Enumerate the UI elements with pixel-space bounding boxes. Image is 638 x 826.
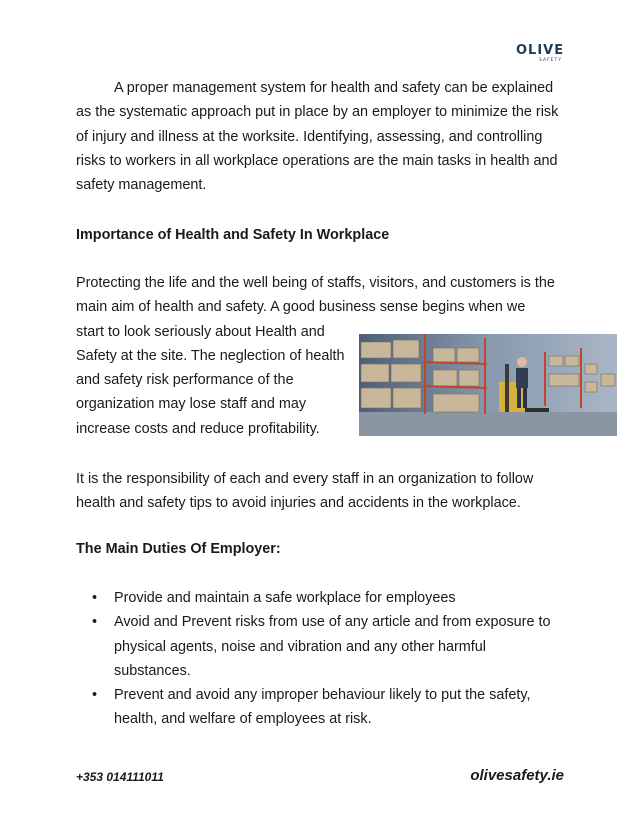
duties-list [76,586,566,732]
list-item-text: Provide and maintain a safe workplace for employees [114,590,456,606]
olive-safety-logo [516,44,568,66]
intro-paragraph: A proper management system for health and safety can be explained as the systematic approach put in place by an employer to minimize the risk of injury and illness at the worksite. Identifying, assessing, and controlling risks to workers in all workplace operations are the main tasks in health and safety management. [76,80,559,194]
footer-website[interactable]: olivesafety.ie [470,767,564,784]
bullet: • [92,614,98,631]
list-item [76,683,566,732]
warehouse-worker-photo [359,334,617,436]
heading-importance: Importance of Health and Safety In Workplace [76,227,390,243]
bullet: • [92,590,98,606]
bullet: • [92,687,98,704]
responsibility-paragraph: It is the responsibility of each and every staff in an organization to follow health and safety tips to avoid injuries and accidents in the workplace. [76,471,534,512]
list-item [76,586,566,610]
list-item [76,610,566,683]
list-item-text: Avoid and Prevent risks from use of any article and from exposure to physical agents, noise and vibration and any other harmful substances. [114,614,551,679]
footer-phone: +353 014111011 [76,770,164,784]
list-item-text: Prevent and avoid any improper behaviour likely to put the safety, health, and welfare of employees at risk. [114,687,531,728]
importance-text-full: Protecting the life and the well being of staffs, visitors, and customers is the main aim of health and safety. A good business sense begins when we [76,275,555,316]
logo-word: OLIVE [516,43,565,58]
logo-subtitle: SAFETY [539,58,562,63]
importance-text-narrow: start to look seriously about Health and Safety at the site. The neglection of health and safety risk performance of the organization may lose staff and may increase costs and reduce profitability. [76,323,345,437]
heading-duties: The Main Duties Of Employer: [76,541,281,557]
